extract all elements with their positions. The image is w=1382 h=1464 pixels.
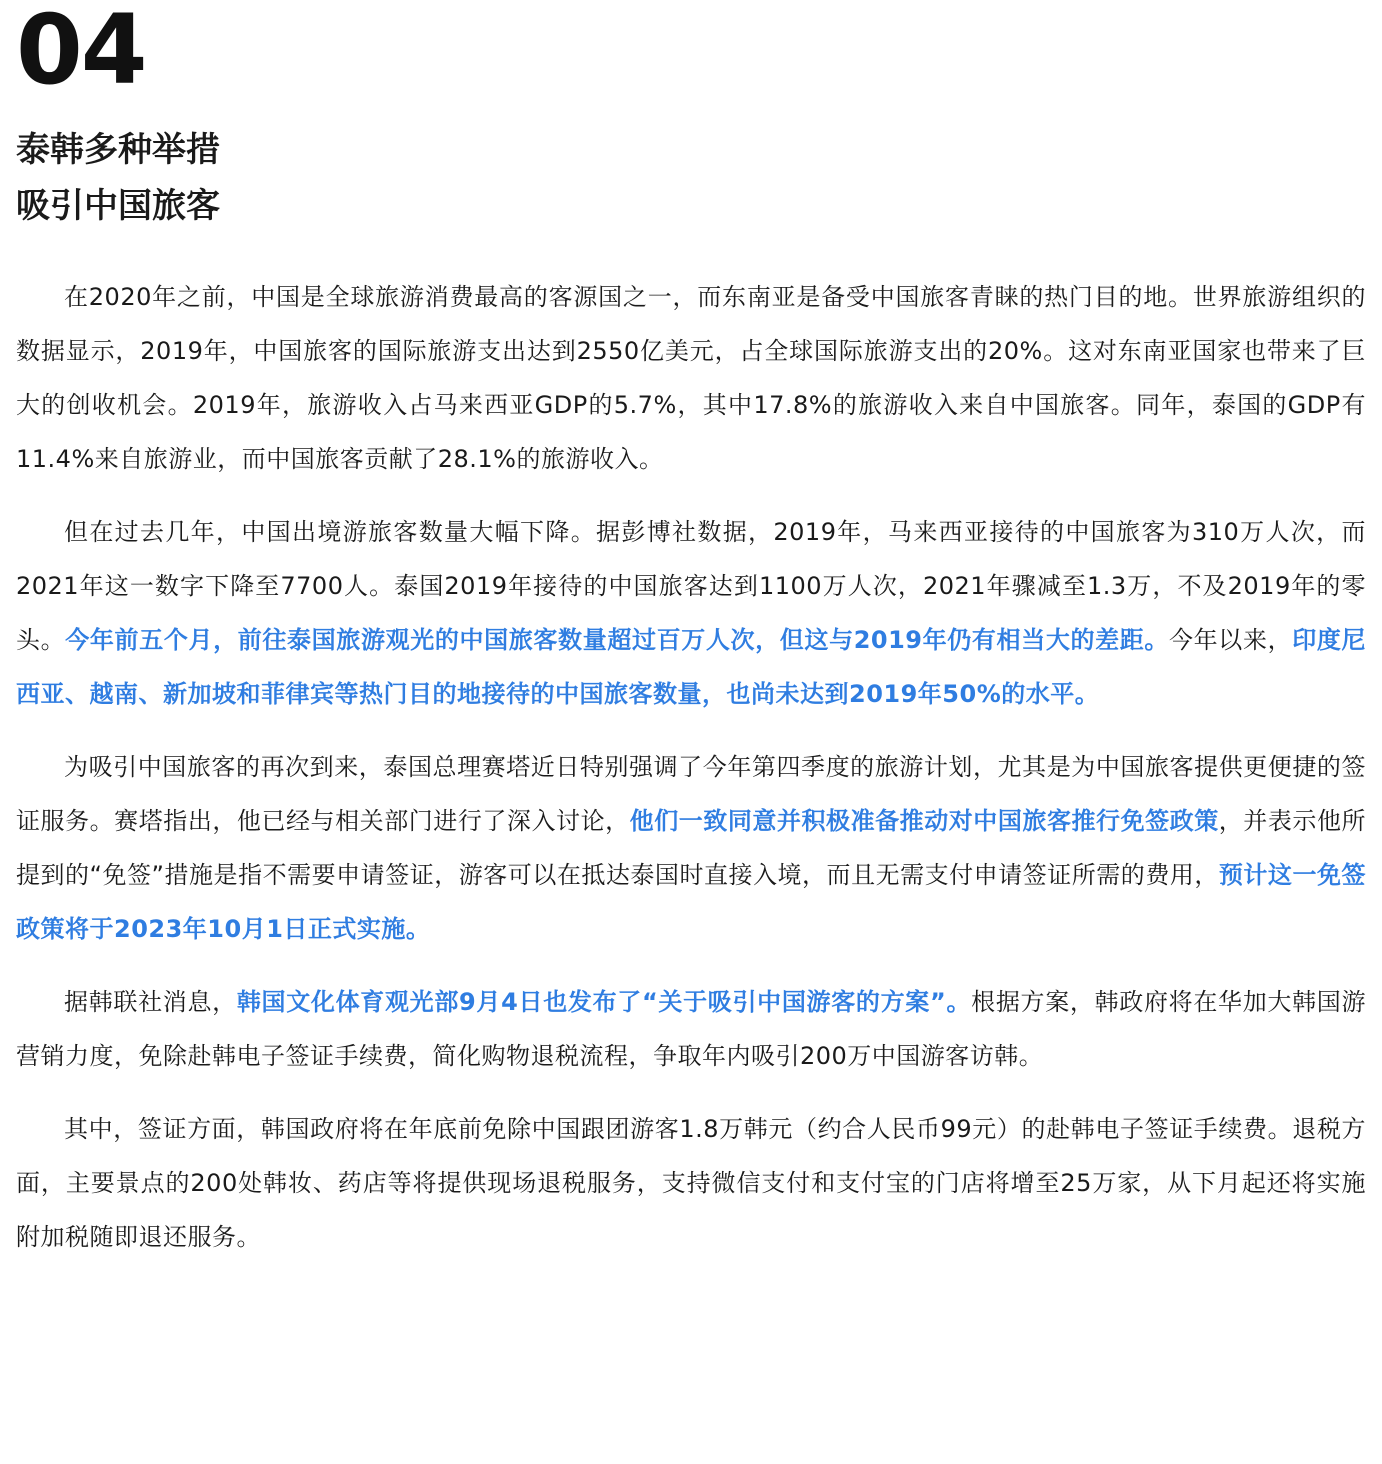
highlighted-text: 韩国文化体育观光部9月4日也发布了“关于吸引中国游客的方案”。: [236, 988, 972, 1016]
paragraph-4: [16, 975, 1366, 1083]
text-run: 其中，签证方面，韩国政府将在年底前免除中国跟团游客1.8万韩元（约合人民币99元）的赴韩电子签证手续费。退税方面，主要景点的200处韩妆、药店等将提供现场退税服务，支持微信支付和支付宝的门店将增至25万家，从下月起还将实施附加税随即退还服务。: [16, 1115, 1366, 1251]
text-run: 但在过去几年，中国出境游旅客数量大幅下降。据彭博社数据，2019年，马来西亚接待的中国旅客为310万人次，而2021年这一数字下降至7700人。泰国2019年接待的中国旅客达到1100万人次，2021年骤减至1.3万，不及2019年的零头。: [16, 518, 1366, 654]
paragraph-2: [16, 505, 1366, 721]
article-body: [16, 270, 1366, 1264]
section-title: [16, 122, 1366, 234]
section-title-line-1: 泰韩多种举措: [16, 130, 220, 170]
section-number: 04: [16, 0, 146, 106]
highlighted-text: 他们一致同意并积极准备推动对中国旅客推行免签政策: [629, 807, 1219, 835]
paragraph-3: [16, 740, 1366, 956]
text-run: ，并表示他所提到的“免签”措施是指不需要申请签证，游客可以在抵达泰国时直接入境，而且无需支付申请签证所需的费用，: [16, 807, 1366, 889]
paragraph-5: [16, 1102, 1366, 1264]
text-run: 据韩联社消息，: [64, 988, 237, 1016]
highlighted-text: 预计这一免签政策将于2023年10月1日正式实施。: [16, 861, 1366, 943]
text-run: 在2020年之前，中国是全球旅游消费最高的客源国之一，而东南亚是备受中国旅客青睐的热门目的地。世界旅游组织的数据显示，2019年，中国旅客的国际旅游支出达到2550亿美元，占全球国际旅游支出的20%。这对东南亚国家也带来了巨大的创收机会。2019年，旅游收入占马来西亚GDP的5.7%，其中17.8%的旅游收入来自中国旅客。同年，泰国的GDP有11.4%来自旅游业，而中国旅客贡献了28.1%的旅游收入。: [16, 283, 1366, 473]
highlighted-text: 印度尼西亚、越南、新加坡和菲律宾等热门目的地接待的中国旅客数量，也尚未达到2019年50%的水平。: [16, 626, 1367, 708]
section-title-line-2: 吸引中国旅客: [16, 186, 220, 226]
text-run: 今年以来，: [1169, 626, 1293, 654]
text-run: 根据方案，韩政府将在华加大韩国游营销力度，免除赴韩电子签证手续费，简化购物退税流程，争取年内吸引200万中国游客访韩。: [16, 988, 1366, 1070]
paragraph-1: [16, 270, 1366, 486]
highlighted-text: 今年前五个月，前往泰国旅游观光的中国旅客数量超过百万人次，但这与2019年仍有相当大的差距。: [65, 626, 1170, 654]
text-run: 为吸引中国旅客的再次到来，泰国总理赛塔近日特别强调了今年第四季度的旅游计划，尤其是为中国旅客提供更便捷的签证服务。赛塔指出，他已经与相关部门进行了深入讨论，: [16, 753, 1366, 835]
